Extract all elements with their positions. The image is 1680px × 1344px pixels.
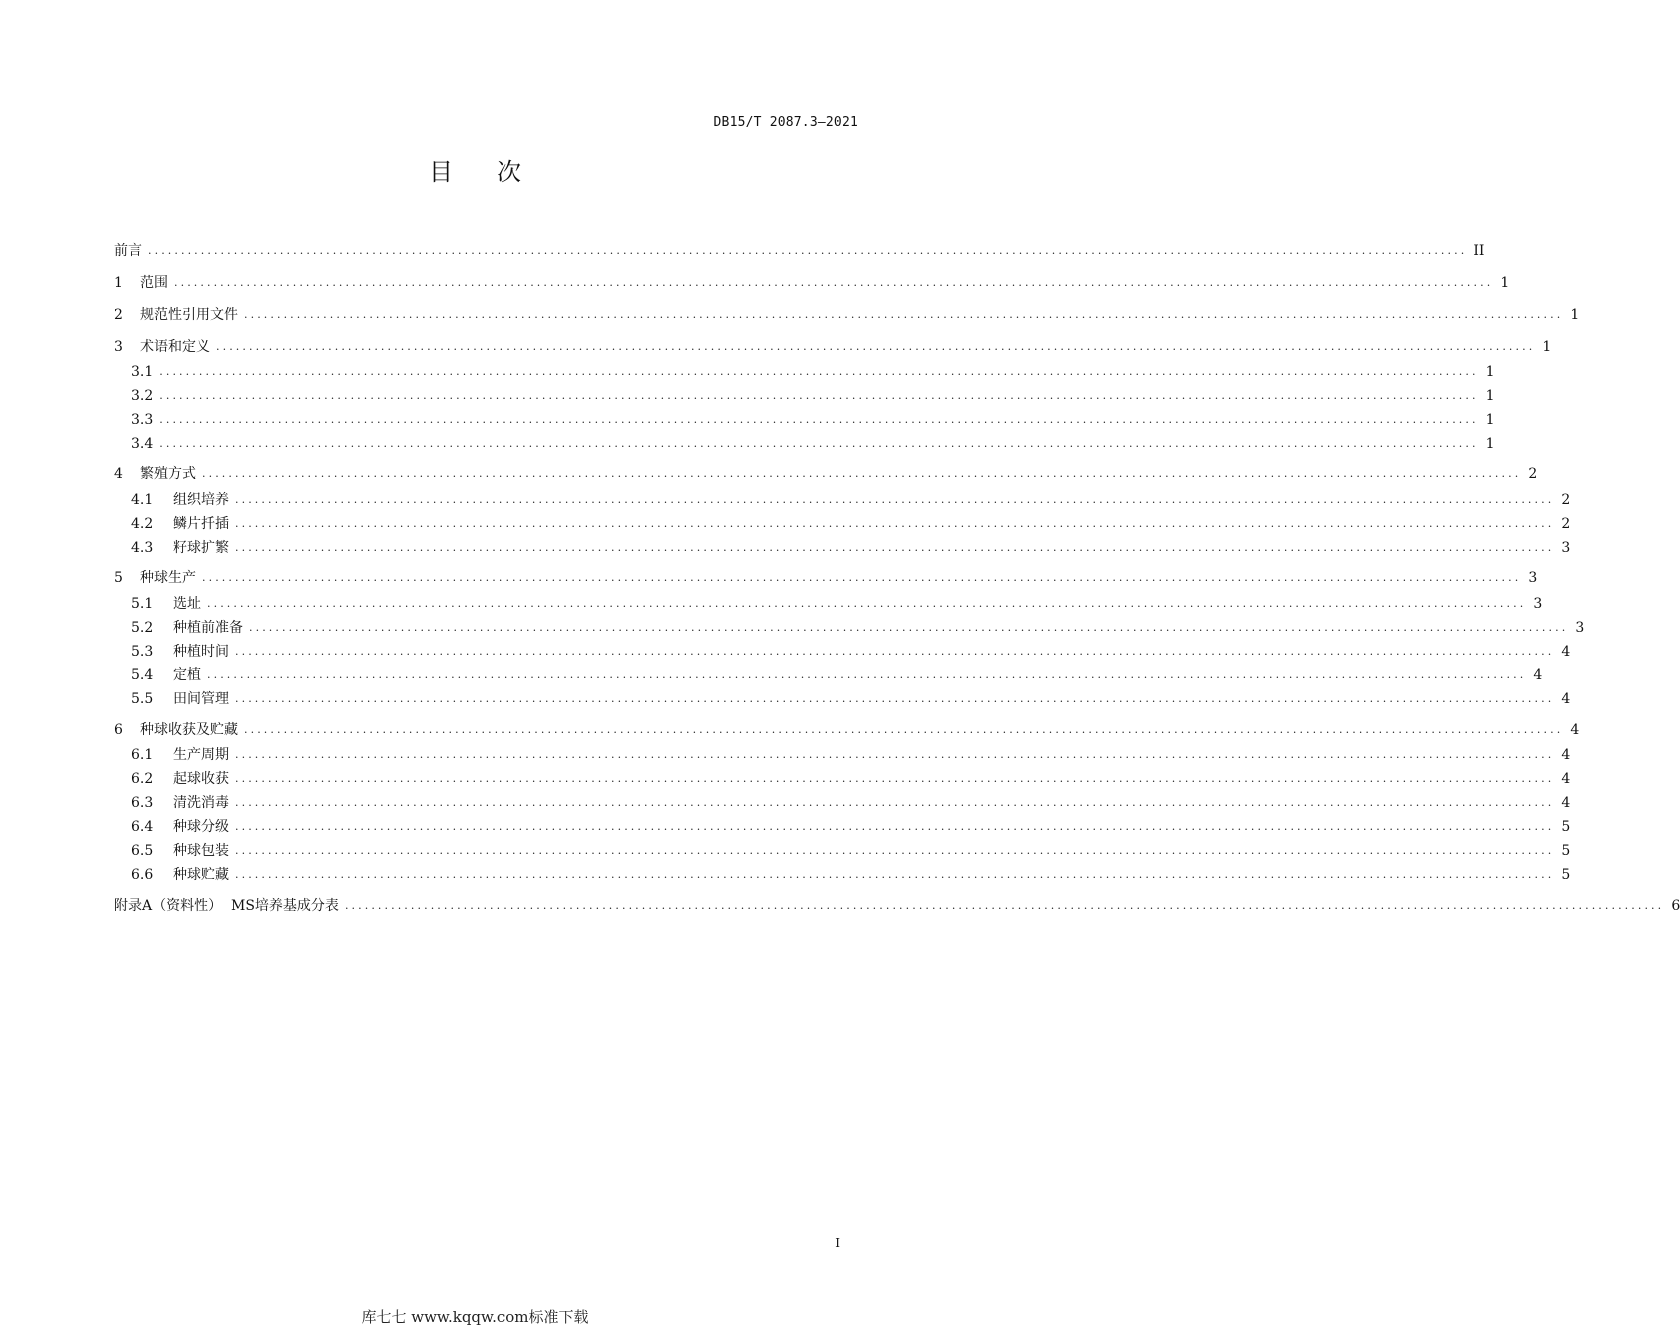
toc-entry-number: 6.6 [131, 867, 154, 883]
toc-entry-label: 清洗消毒 [173, 795, 229, 811]
toc-entry-number: 4 [114, 466, 123, 482]
toc-entry-number: 6.2 [131, 771, 154, 787]
toc-entry-page: 6 [1671, 898, 1680, 914]
toc-dot-leader: ........................................................................................................................................................................................................ [235, 820, 1555, 833]
toc-dot-leader: ........................................................................................................................................................................................................ [159, 413, 1479, 426]
toc-entry-number: 3 [114, 339, 123, 355]
toc-dot-leader: ........................................................................................................................................................................................................ [235, 772, 1555, 785]
toc-entry-number: 4.2 [131, 516, 154, 532]
toc-entry[interactable] [114, 336, 1552, 358]
toc-entry-page: 3 [1561, 540, 1571, 556]
toc-entry[interactable] [131, 744, 1571, 766]
toc-entry[interactable] [131, 489, 1571, 511]
toc-entry-page: 1 [1485, 388, 1495, 404]
toc-entry-page: 1 [1485, 412, 1495, 428]
toc-entry[interactable] [131, 361, 1495, 383]
page-title [0, 152, 950, 187]
toc-dot-leader: ........................................................................................................................................................................................................ [244, 723, 1564, 736]
toc-entry-page: 4 [1561, 747, 1571, 763]
toc-entry-label: 定植 [173, 667, 201, 683]
toc-entry-label: 规范性引用文件 [140, 307, 238, 323]
toc-entry-number: 1 [114, 275, 123, 291]
toc-entry[interactable] [131, 840, 1571, 862]
toc-entry-page: 2 [1561, 492, 1571, 508]
page-title-part1: 目 [429, 158, 453, 186]
toc-entry-page: 4 [1533, 667, 1543, 683]
toc-entry[interactable] [131, 864, 1571, 886]
page-number: I [835, 1236, 840, 1250]
toc-entry[interactable] [114, 719, 1580, 741]
toc-dot-leader: ........................................................................................................................................................................................................ [202, 571, 1522, 584]
toc-entry[interactable] [131, 768, 1571, 790]
toc-entry-page: 1 [1485, 364, 1495, 380]
toc-entry-number: 6.5 [131, 843, 154, 859]
toc-entry-label: 繁殖方式 [140, 466, 196, 482]
toc-entry[interactable] [131, 537, 1571, 559]
toc-entry[interactable] [114, 240, 1485, 262]
toc-entry[interactable] [131, 409, 1495, 431]
toc-entry-number: 3.1 [131, 364, 154, 380]
toc-entry[interactable] [131, 641, 1571, 663]
toc-entry-page: 4 [1561, 644, 1571, 660]
toc-entry-number: 6 [114, 722, 123, 738]
toc-dot-leader: ........................................................................................................................................................................................................ [249, 621, 1569, 634]
toc-entry-page: 5 [1561, 819, 1571, 835]
toc-entry-page: 1 [1500, 275, 1510, 291]
toc-entry-page: 2 [1561, 516, 1571, 532]
toc-entry-number: 4.3 [131, 540, 154, 556]
toc-entry[interactable] [131, 617, 1585, 639]
toc-entry-number: 6.3 [131, 795, 154, 811]
toc-dot-leader: ........................................................................................................................................................................................................ [235, 796, 1555, 809]
toc-entry-page: 1 [1485, 436, 1495, 452]
toc-dot-leader: ........................................................................................................................................................................................................ [244, 308, 1564, 321]
toc-entry-label: 种植前准备 [173, 620, 243, 636]
toc-entry-number: 5.5 [131, 691, 154, 707]
toc-entry-number: 5.1 [131, 596, 154, 612]
toc-entry-page: 3 [1528, 570, 1538, 586]
toc-entry[interactable] [114, 272, 1510, 294]
toc-entry-label: 范围 [140, 275, 168, 291]
toc-dot-leader: ........................................................................................................................................................................................................ [235, 493, 1555, 506]
toc-entry-label: 选址 [173, 596, 201, 612]
toc-entry[interactable] [114, 895, 1680, 917]
toc-dot-leader: ........................................................................................................................................................................................................ [207, 597, 1527, 610]
toc-dot-leader: ........................................................................................................................................................................................................ [235, 692, 1555, 705]
toc-entry-page: 1 [1570, 307, 1580, 323]
toc-entry-label: 起球收获 [173, 771, 229, 787]
toc-entry-label: 种球收获及贮藏 [140, 722, 238, 738]
toc-entry-number: 3.2 [131, 388, 154, 404]
toc-entry-page: 4 [1561, 771, 1571, 787]
toc-entry-label: 种植时间 [173, 644, 229, 660]
toc-dot-leader: ........................................................................................................................................................................................................ [148, 244, 1468, 257]
watermark-text: 库七七 www.kqqw.com标准下载 [361, 1308, 589, 1326]
toc-dot-leader: ........................................................................................................................................................................................................ [174, 276, 1494, 289]
toc-entry-number: 5.4 [131, 667, 154, 683]
toc-dot-leader: ........................................................................................................................................................................................................ [207, 668, 1527, 681]
toc-entry[interactable] [131, 433, 1495, 455]
toc-dot-leader: ........................................................................................................................................................................................................ [235, 748, 1555, 761]
toc-entry-number: 5.2 [131, 620, 154, 636]
toc-entry-number: 3.4 [131, 436, 154, 452]
toc-entry[interactable] [131, 688, 1571, 710]
toc-entry-page: 2 [1528, 466, 1538, 482]
toc-dot-leader: ........................................................................................................................................................................................................ [344, 899, 1665, 912]
toc-entry-number: 6.1 [131, 747, 154, 763]
toc-entry[interactable] [114, 567, 1538, 589]
toc-entry[interactable] [131, 816, 1571, 838]
toc-entry[interactable] [131, 593, 1543, 615]
toc-entry-label: 田间管理 [173, 691, 229, 707]
toc-dot-leader: ........................................................................................................................................................................................................ [216, 340, 1536, 353]
toc-entry-label: 种球生产 [140, 570, 196, 586]
toc-dot-leader: ........................................................................................................................................................................................................ [159, 365, 1479, 378]
toc-dot-leader: ........................................................................................................................................................................................................ [202, 467, 1522, 480]
toc-entry[interactable] [131, 664, 1543, 686]
toc-entry-number: 5.3 [131, 644, 154, 660]
toc-entry-label: 组织培养 [173, 492, 229, 508]
toc-entry-label: 种球包装 [173, 843, 229, 859]
toc-entry-number: 4.1 [131, 492, 154, 508]
toc-entry-label: 生产周期 [173, 747, 229, 763]
toc-dot-leader: ........................................................................................................................................................................................................ [159, 389, 1479, 402]
toc-entry-number: 5 [114, 570, 123, 586]
toc-entry-number: 6.4 [131, 819, 154, 835]
toc-entry-label: 籽球扩繁 [173, 540, 229, 556]
toc-dot-leader: ........................................................................................................................................................................................................ [235, 517, 1555, 530]
toc-entry-page: 4 [1561, 795, 1571, 811]
toc-entry-page: 3 [1533, 596, 1543, 612]
page-title-part2: 次 [497, 158, 521, 186]
toc-dot-leader: ........................................................................................................................................................................................................ [235, 541, 1555, 554]
toc-entry-label: 附录A（资料性） MS培养基成分表 [114, 898, 339, 914]
toc-entry[interactable] [131, 385, 1495, 407]
toc-entry-label: 术语和定义 [140, 339, 210, 355]
toc-entry[interactable] [114, 463, 1538, 485]
toc-dot-leader: ........................................................................................................................................................................................................ [159, 437, 1479, 450]
toc-entry-page: 5 [1561, 843, 1571, 859]
toc-entry-label: 前言 [114, 243, 142, 259]
toc-entry-number: 3.3 [131, 412, 154, 428]
toc-entry-page: II [1473, 243, 1485, 259]
toc-dot-leader: ........................................................................................................................................................................................................ [235, 868, 1555, 881]
toc-dot-leader: ........................................................................................................................................................................................................ [235, 844, 1555, 857]
toc-entry[interactable] [131, 513, 1571, 535]
toc-entry-number: 2 [114, 307, 123, 323]
toc-entry-label: 种球贮藏 [173, 867, 229, 883]
document-code: DB15/T 2087.3—2021 [713, 115, 858, 130]
toc-entry-label: 鳞片扦插 [173, 516, 229, 532]
toc-entry[interactable] [114, 304, 1580, 326]
toc-entry-page: 4 [1561, 691, 1571, 707]
toc-entry[interactable] [131, 792, 1571, 814]
toc-entry-page: 5 [1561, 867, 1571, 883]
toc-entry-page: 1 [1542, 339, 1552, 355]
toc-dot-leader: ........................................................................................................................................................................................................ [235, 645, 1555, 658]
toc-entry-page: 3 [1575, 620, 1585, 636]
toc-entry-page: 4 [1570, 722, 1580, 738]
toc-entry-label: 种球分级 [173, 819, 229, 835]
